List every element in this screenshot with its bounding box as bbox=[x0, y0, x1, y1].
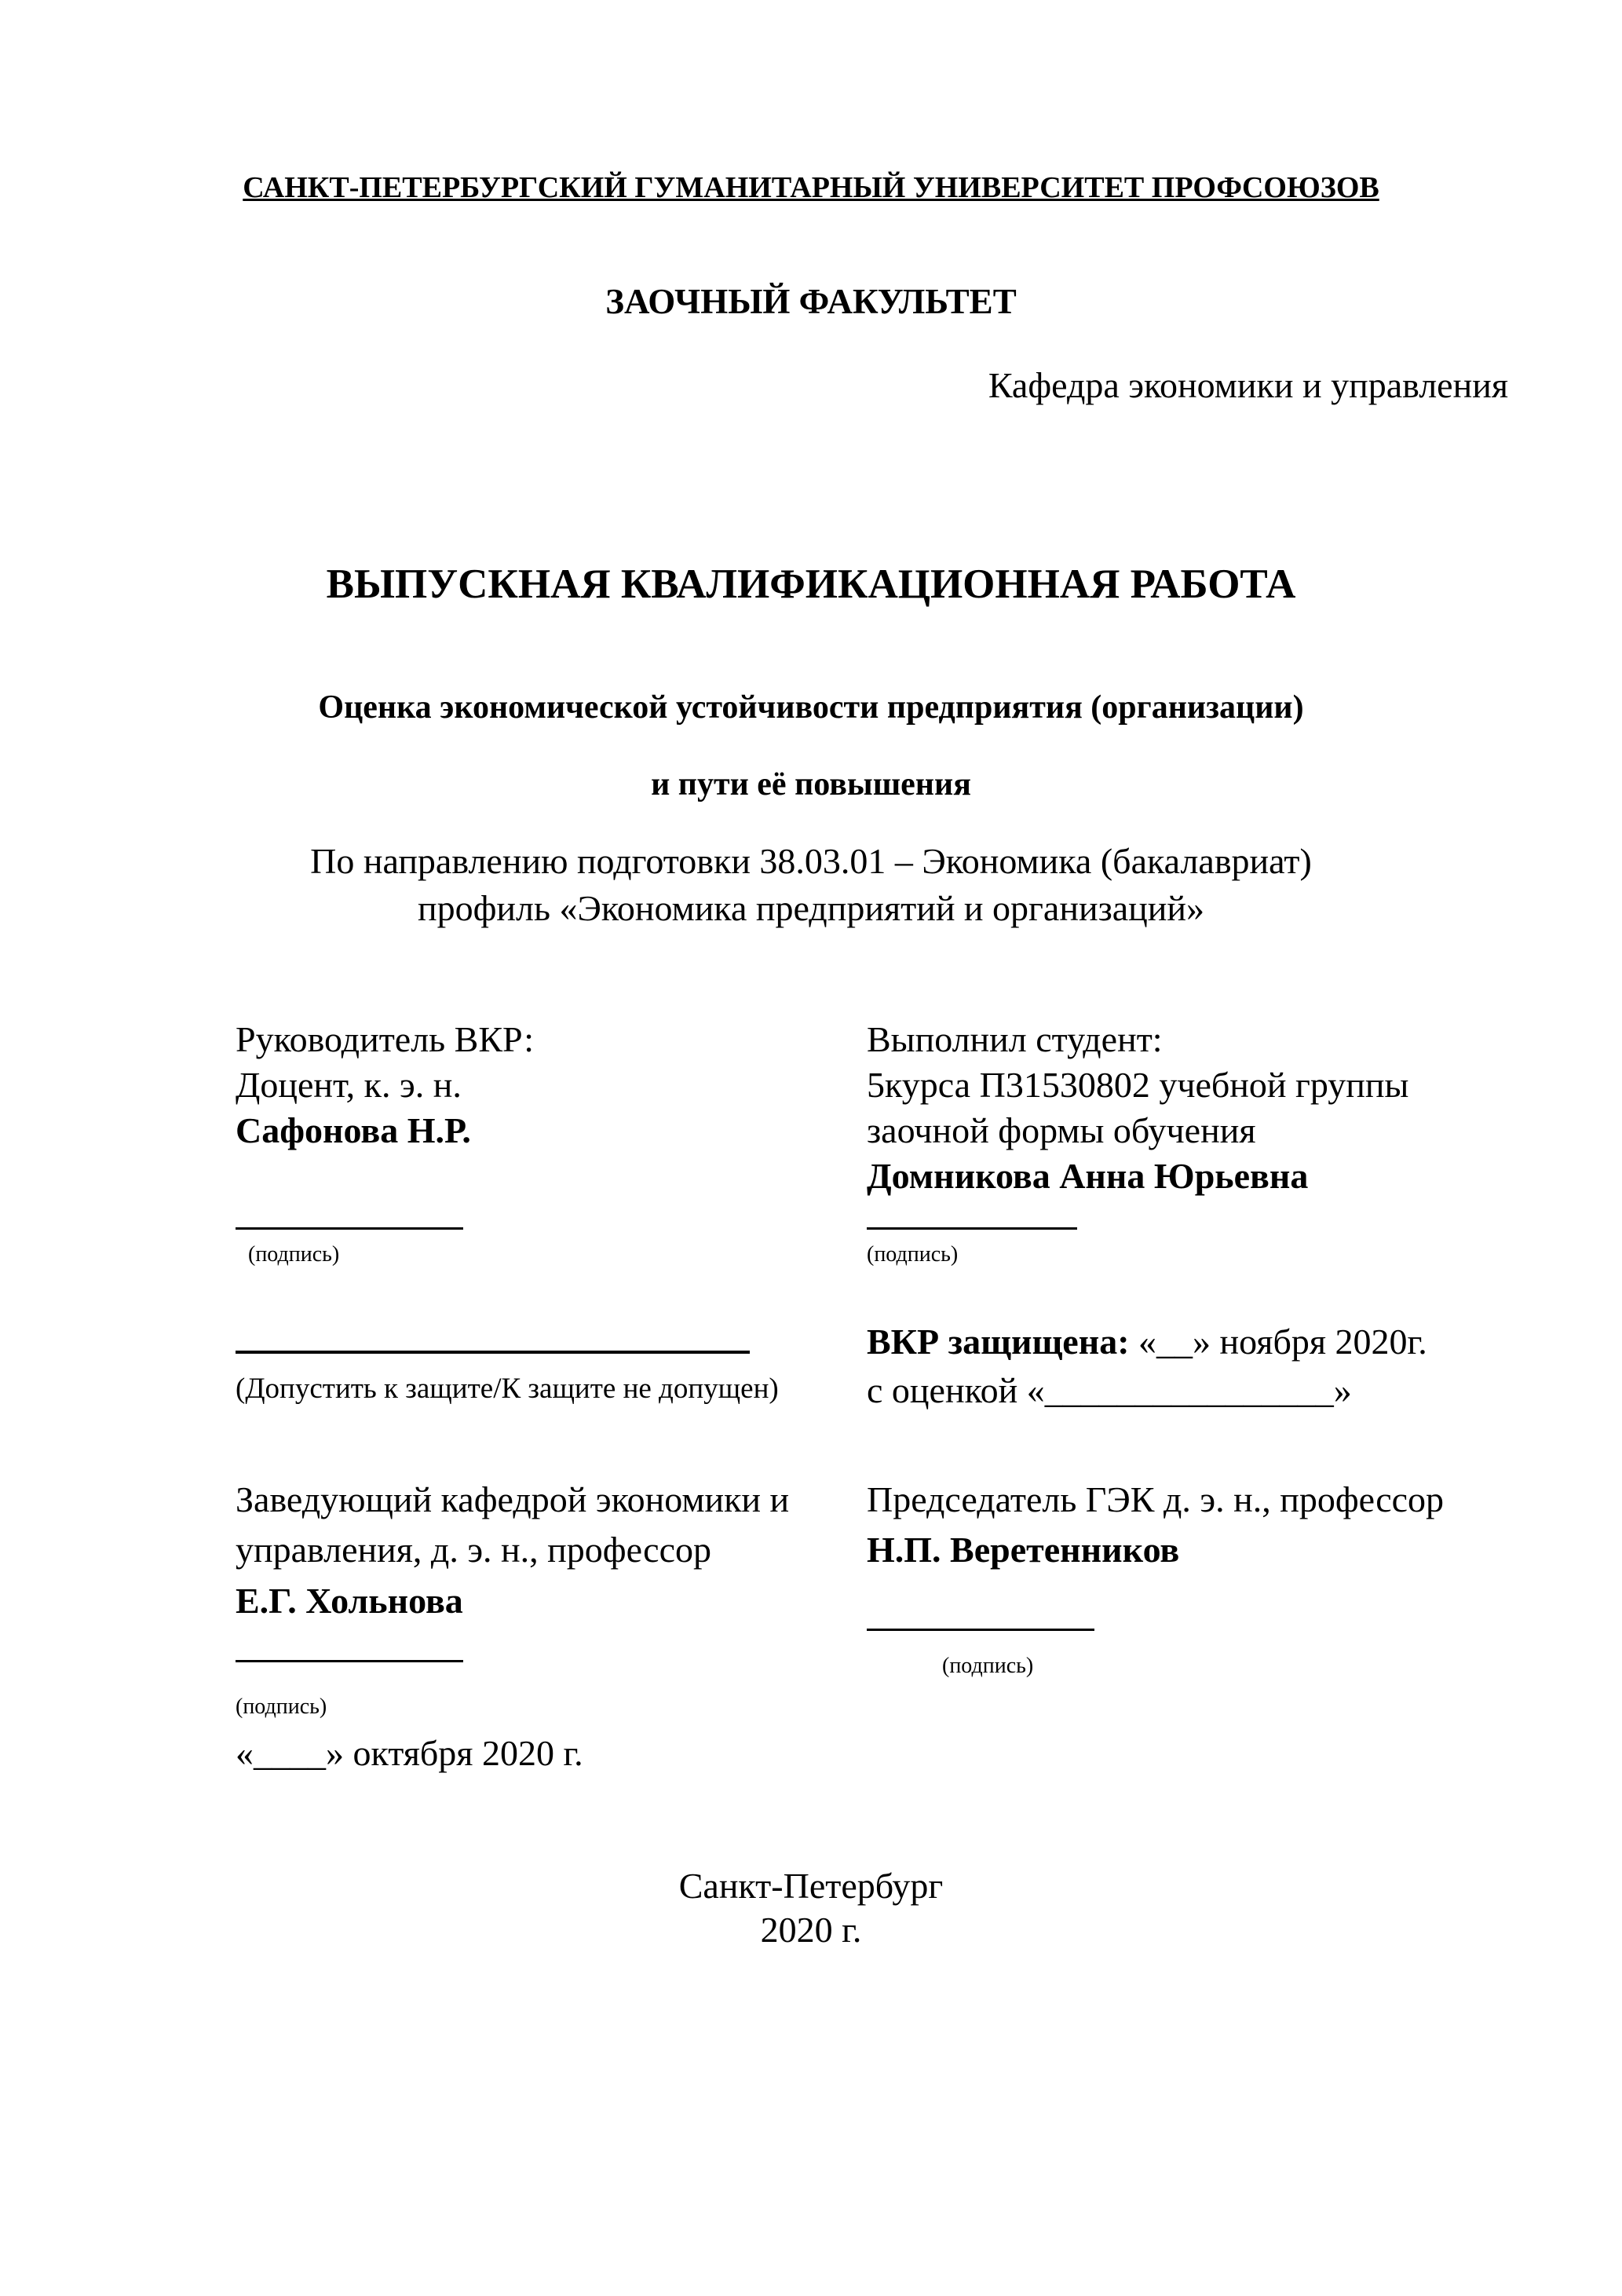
supervisor-signature-line bbox=[236, 1227, 463, 1230]
supervisor-label: Руководитель ВКР: bbox=[236, 1019, 535, 1059]
topic-line-1: Оценка экономической устойчивости предприятия (организации) bbox=[318, 689, 1304, 726]
head-signature-line bbox=[236, 1660, 463, 1662]
student-name: Домникова Анна Юрьевна bbox=[867, 1156, 1309, 1196]
head-date: «____» октября 2020 г. bbox=[236, 1733, 583, 1773]
defense-status bbox=[867, 1324, 1427, 1360]
student-signature-line bbox=[867, 1227, 1077, 1230]
chair-name: Н.П. Веретенников bbox=[867, 1530, 1180, 1570]
university-name-text: САНКТ-ПЕТЕРБУРГСКИЙ ГУМАНИТАРНЫЙ УНИВЕРСИТЕТ ПРОФСОЮЗОВ bbox=[243, 171, 1379, 204]
admission-line bbox=[236, 1351, 750, 1354]
admission-caption: (Допустить к защите/К защите не допущен) bbox=[236, 1373, 779, 1405]
chair-signature-caption: (подпись) bbox=[942, 1654, 1034, 1678]
student-label: Выполнил студент: bbox=[867, 1019, 1163, 1059]
chair-line-1: Председатель ГЭК д. э. н., профессор bbox=[867, 1479, 1445, 1519]
year: 2020 г. bbox=[760, 1910, 862, 1950]
supervisor-position: Доцент, к. э. н. bbox=[236, 1065, 462, 1105]
university-name bbox=[0, 173, 1622, 203]
work-type-title: ВЫПУСКНАЯ КВАЛИФИКАЦИОННАЯ РАБОТА bbox=[326, 561, 1296, 607]
student-group: 5курса П31530802 учебной группы bbox=[867, 1065, 1409, 1105]
head-line-2: управления, д. э. н., профессор bbox=[236, 1530, 711, 1570]
supervisor-name: Сафонова Н.Р. bbox=[236, 1110, 471, 1150]
direction-text: По направлению подготовки 38.03.01 – Экономика (бакалавриат) bbox=[310, 841, 1312, 881]
defense-grade: с оценкой «________________» bbox=[867, 1370, 1352, 1410]
chair-signature-line bbox=[867, 1629, 1094, 1631]
defense-label: ВКР защищена: bbox=[867, 1322, 1130, 1362]
city: Санкт-Петербург bbox=[678, 1866, 944, 1906]
head-name: Е.Г. Хольнова bbox=[236, 1581, 463, 1621]
supervisor-signature-caption: (подпись) bbox=[248, 1242, 340, 1267]
head-signature-caption: (подпись) bbox=[236, 1695, 327, 1719]
faculty-name: ЗАОЧНЫЙ ФАКУЛЬТЕТ bbox=[605, 282, 1017, 321]
head-line-1: Заведующий кафедрой экономики и bbox=[236, 1479, 790, 1519]
defense-date: «__» ноября 2020г. bbox=[1129, 1322, 1427, 1362]
student-form: заочной формы обучения bbox=[867, 1110, 1256, 1150]
student-signature-caption: (подпись) bbox=[867, 1242, 959, 1267]
department-name: Кафедра экономики и управления bbox=[988, 365, 1508, 405]
topic-line-2: и пути её повышения bbox=[651, 766, 971, 803]
profile-text: профиль «Экономика предприятий и организаций» bbox=[417, 888, 1205, 928]
